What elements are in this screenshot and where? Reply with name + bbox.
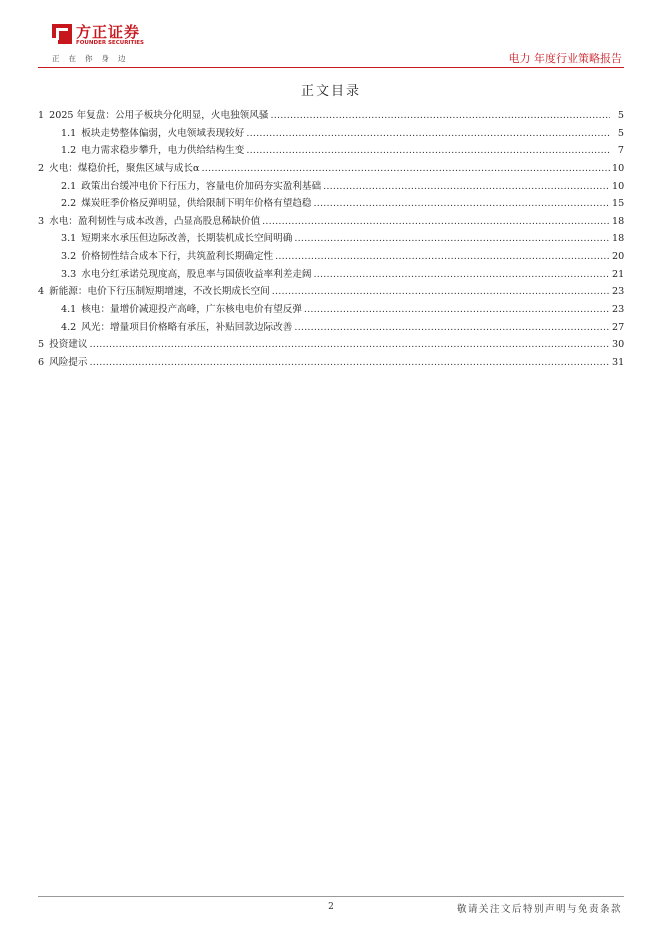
toc-entry-page: 5 bbox=[617, 110, 624, 121]
logo-chinese-name: 方正证券 bbox=[76, 23, 141, 41]
header-divider bbox=[38, 67, 624, 68]
toc-entry-title: 电力需求稳步攀升，电力供给结构生变 bbox=[81, 145, 245, 157]
toc-entry-title: 短期来水承压但边际改善，长期装机成长空间明确 bbox=[81, 233, 293, 245]
toc-entry-number: 3.1 bbox=[61, 233, 77, 245]
toc-entry-page: 10 bbox=[612, 162, 625, 174]
toc-entry[interactable] bbox=[38, 354, 624, 372]
toc-entry-number: 5 bbox=[38, 339, 45, 351]
toc-entry[interactable] bbox=[38, 195, 624, 213]
toc-entry-title: 板块走势整体偏弱，火电领域表现较好 bbox=[81, 127, 245, 139]
toc-entry-page: 5 bbox=[617, 127, 624, 139]
toc-entry-page: 7 bbox=[617, 145, 624, 157]
toc-entry-title: 煤炭旺季价格反弹明显，供给限制下明年价格有望趋稳 bbox=[81, 198, 312, 210]
toc-entry-title: 2025 年复盘：公用子板块分化明显，火电独领风骚 bbox=[49, 110, 269, 121]
page-number: 2 bbox=[328, 902, 334, 912]
toc-leader-dots bbox=[294, 230, 610, 248]
toc-leader-dots bbox=[89, 336, 610, 354]
toc-entry[interactable] bbox=[38, 142, 624, 160]
toc-entry[interactable] bbox=[38, 125, 624, 143]
toc-leader-dots bbox=[294, 319, 610, 337]
toc-entry[interactable] bbox=[38, 301, 624, 319]
toc-entry-number: 3.3 bbox=[61, 268, 77, 280]
toc-entry-page: 27 bbox=[612, 321, 625, 333]
toc-entry-title: 水电：盈利韧性与成本改善，凸显高股息稀缺价值 bbox=[49, 215, 261, 227]
toc-entry[interactable] bbox=[38, 319, 624, 337]
toc-leader-dots bbox=[270, 107, 610, 125]
footer-divider bbox=[38, 896, 624, 897]
toc-entry[interactable] bbox=[38, 107, 624, 125]
toc-leader-dots bbox=[323, 178, 610, 196]
toc-entry[interactable] bbox=[38, 160, 624, 178]
toc-entry-title: 核电：量增价减迎投产高峰，广东核电电价有望反弹 bbox=[81, 304, 302, 316]
toc-entry-number: 2.1 bbox=[61, 180, 77, 192]
toc-entry-number: 1.2 bbox=[61, 145, 77, 157]
toc-entry-page: 18 bbox=[612, 233, 625, 245]
company-motto: 正在你身边 bbox=[52, 54, 135, 63]
toc-entry-number: 3 bbox=[38, 215, 45, 227]
toc-entry-page: 18 bbox=[612, 215, 625, 227]
toc-entry-page: 21 bbox=[612, 268, 625, 280]
toc-entry-page: 31 bbox=[612, 356, 625, 368]
toc-entry-number: 4.1 bbox=[61, 304, 77, 316]
toc-entry-page: 15 bbox=[612, 198, 625, 210]
toc-leader-dots bbox=[275, 248, 610, 266]
disclaimer-notice: 敬请关注文后特别声明与免责条款 bbox=[456, 904, 622, 915]
toc-entry-page: 23 bbox=[612, 286, 625, 298]
toc-entry-number: 1.1 bbox=[61, 127, 77, 139]
toc-leader-dots bbox=[304, 301, 610, 319]
toc-entry-number: 2 bbox=[38, 162, 45, 174]
toc-entry[interactable] bbox=[38, 336, 624, 354]
toc-entry-title: 新能源：电价下行压制短期增速，不改长期成长空间 bbox=[49, 286, 270, 298]
table-of-contents bbox=[38, 107, 624, 372]
toc-leader-dots bbox=[262, 213, 610, 231]
toc-entry-number: 2.2 bbox=[61, 198, 77, 210]
toc-leader-dots bbox=[314, 195, 610, 213]
toc-leader-dots bbox=[246, 142, 610, 160]
toc-leader-dots bbox=[314, 266, 610, 284]
toc-entry-title: 价格韧性结合成本下行，共筑盈利长期确定性 bbox=[81, 251, 274, 263]
toc-entry[interactable] bbox=[38, 178, 624, 196]
logo-english-name: FOUNDER SECURITIES bbox=[76, 40, 144, 46]
toc-leader-dots bbox=[89, 354, 610, 372]
toc-entry-page: 20 bbox=[612, 251, 625, 263]
toc-entry-page: 30 bbox=[612, 339, 625, 351]
founder-logo-icon bbox=[52, 24, 72, 44]
report-type-label: 电力 年度行业策略报告 bbox=[508, 52, 622, 65]
toc-entry-number: 4 bbox=[38, 286, 45, 298]
toc-entry-title: 政策出台缓冲电价下行压力，容量电价加码夯实盈利基础 bbox=[81, 180, 322, 192]
toc-entry[interactable] bbox=[38, 248, 624, 266]
toc-entry[interactable] bbox=[38, 283, 624, 301]
toc-entry-title: 水电分红承诺兑现度高，股息率与国债收益率利差走阔 bbox=[81, 268, 312, 280]
toc-entry-number: 6 bbox=[38, 356, 45, 368]
toc-entry[interactable] bbox=[38, 213, 624, 231]
toc-leader-dots bbox=[272, 283, 610, 301]
page-header bbox=[0, 0, 662, 70]
toc-entry-title: 投资建议 bbox=[49, 339, 88, 351]
toc-entry-number: 1 bbox=[38, 110, 45, 121]
toc-entry-title: 火电：煤稳价托，聚焦区域与成长α bbox=[49, 162, 200, 174]
toc-leader-dots bbox=[246, 125, 610, 143]
toc-entry-page: 23 bbox=[612, 304, 625, 316]
toc-entry-page: 10 bbox=[612, 180, 625, 192]
toc-entry[interactable] bbox=[38, 230, 624, 248]
toc-entry-number: 3.2 bbox=[61, 251, 77, 263]
toc-entry-title: 风光：增量项目价格略有承压，补贴回款边际改善 bbox=[81, 321, 293, 333]
toc-title: 正文目录 bbox=[300, 84, 361, 99]
toc-entry-number: 4.2 bbox=[61, 321, 77, 333]
toc-entry[interactable] bbox=[38, 266, 624, 284]
toc-leader-dots bbox=[202, 160, 611, 178]
toc-entry-title: 风险提示 bbox=[49, 356, 88, 368]
